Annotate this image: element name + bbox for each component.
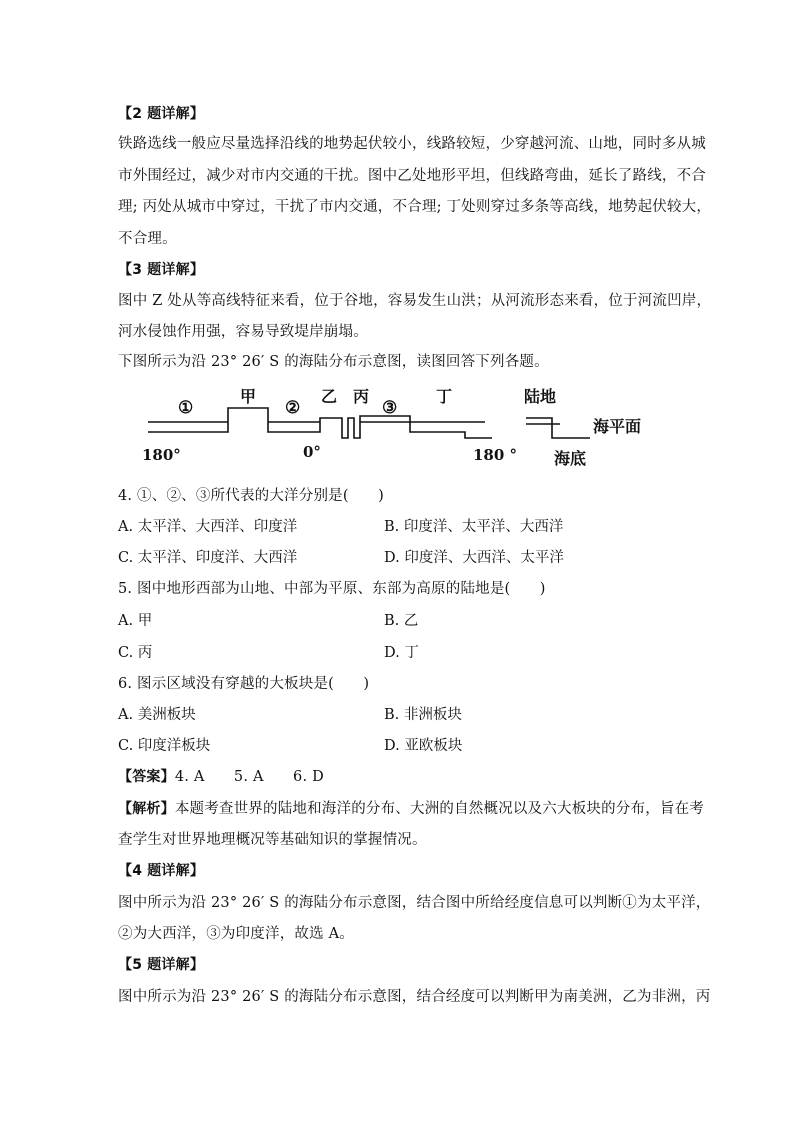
q3-line-1: 图中 Z 处从等高线特征来看，位于谷地，容易发生山洪；从河流形态来看，位于河流凹岸， [118, 293, 712, 309]
diagram-intro: 下图所示为沿 23° 26′ S 的海陆分布示意图，读图回答下列各题。 [118, 354, 549, 370]
q6-option-d: D. 亚欧板块 [384, 738, 463, 754]
q4-option-b: B. 印度洋、太平洋、大西洋 [384, 519, 564, 535]
q5-detail-header: 【5 题详解】 [118, 957, 205, 973]
q4-option-a: A. 太平洋、大西洋、印度洋 [118, 519, 298, 535]
q6-option-c: C. 印度洋板块 [118, 738, 211, 754]
q4-detail-line-2: ②为大西洋，③为印度洋，故选 A。 [118, 926, 354, 942]
ocean-3-label: ③ [382, 398, 398, 418]
analysis-line-1 [118, 799, 704, 819]
q5-option-b: B. 乙 [384, 613, 419, 629]
q5-detail-line-1: 图中所示为沿 23° 26′ S 的海陆分布示意图，结合经度可以判断甲为南美洲，乙为非洲，丙 [118, 989, 711, 1005]
answers-line [118, 767, 324, 787]
land-yi-label: 乙 [321, 387, 338, 406]
analysis-text-1: 本题考查世界的陆地和海洋的分布、大洲的自然概况以及六大板块的分布，旨在考 [174, 801, 705, 817]
legend-seafloor-label: 海底 [554, 449, 587, 468]
question-5: 5. 图中地形西部为山地、中部为平原、东部为高原的陆地是( ) [118, 581, 546, 597]
question-4: 4. ①、②、③所代表的大洋分别是( ) [118, 488, 384, 504]
q2-line-1: 铁路选线一般应尽量选择沿线的地势起伏较小，线路较短，少穿越河流、山地，同时多从城 [118, 136, 706, 152]
answers-label: 【答案】 [118, 769, 175, 785]
land-jia-label: 甲 [240, 387, 257, 406]
ocean-2-label: ② [285, 398, 301, 418]
land-bing-label: 丙 [353, 387, 370, 406]
question-6: 6. 图示区域没有穿越的大板块是( ) [118, 676, 370, 692]
ocean-1-label: ① [178, 398, 194, 418]
land-ding-label: 丁 [436, 387, 453, 406]
q6-option-b: B. 非洲板块 [384, 707, 462, 723]
q4-option-d: D. 印度洋、大西洋、太平洋 [384, 550, 564, 566]
q4-detail-line-1: 图中所示为沿 23° 26′ S 的海陆分布示意图，结合图中所给经度信息可以判断①为太平洋， [118, 895, 711, 911]
analysis-line-2: 查学生对世界地理概况等基础知识的掌握情况。 [118, 832, 427, 848]
q3-line-2: 河水侵蚀作用强，容易导致堤岸崩塌。 [118, 324, 368, 340]
legend-land-line [526, 418, 590, 438]
q2-line-4: 不合理。 [118, 231, 177, 247]
q5-option-a: A. 甲 [118, 613, 153, 629]
q2-line-2: 市外围经过，减少对市内交通的干扰。图中乙处地形平坦，但线路弯曲，延长了路线，不合 [118, 168, 706, 184]
lon-mid-label: 0° [303, 443, 321, 461]
sea-land-profile-diagram [140, 380, 660, 470]
q5-option-d: D. 丁 [384, 645, 419, 661]
q5-option-c: C. 丙 [118, 645, 153, 661]
analysis-label: 【解析】 [118, 801, 175, 817]
q4-detail-header: 【4 题详解】 [118, 863, 205, 879]
lon-left-label: 180° [142, 446, 181, 464]
q6-option-a: A. 美洲板块 [118, 707, 196, 723]
answers-text: 4. A 5. A 6. D [174, 769, 324, 785]
q2-header: 【2 题详解】 [118, 106, 205, 122]
q3-header: 【3 题详解】 [118, 262, 205, 278]
legend-sealevel-label: 海平面 [593, 417, 642, 436]
lon-right-label: 180 ° [473, 446, 518, 464]
legend-land-label: 陆地 [524, 387, 557, 406]
q4-option-c: C. 太平洋、印度洋、大西洋 [118, 550, 298, 566]
profile-sea-floor [148, 408, 492, 438]
q2-line-3: 理; 丙处从城市中穿过，干扰了市内交通，不合理; 丁处则穿过多条等高线，地势起伏较大， [118, 199, 712, 215]
